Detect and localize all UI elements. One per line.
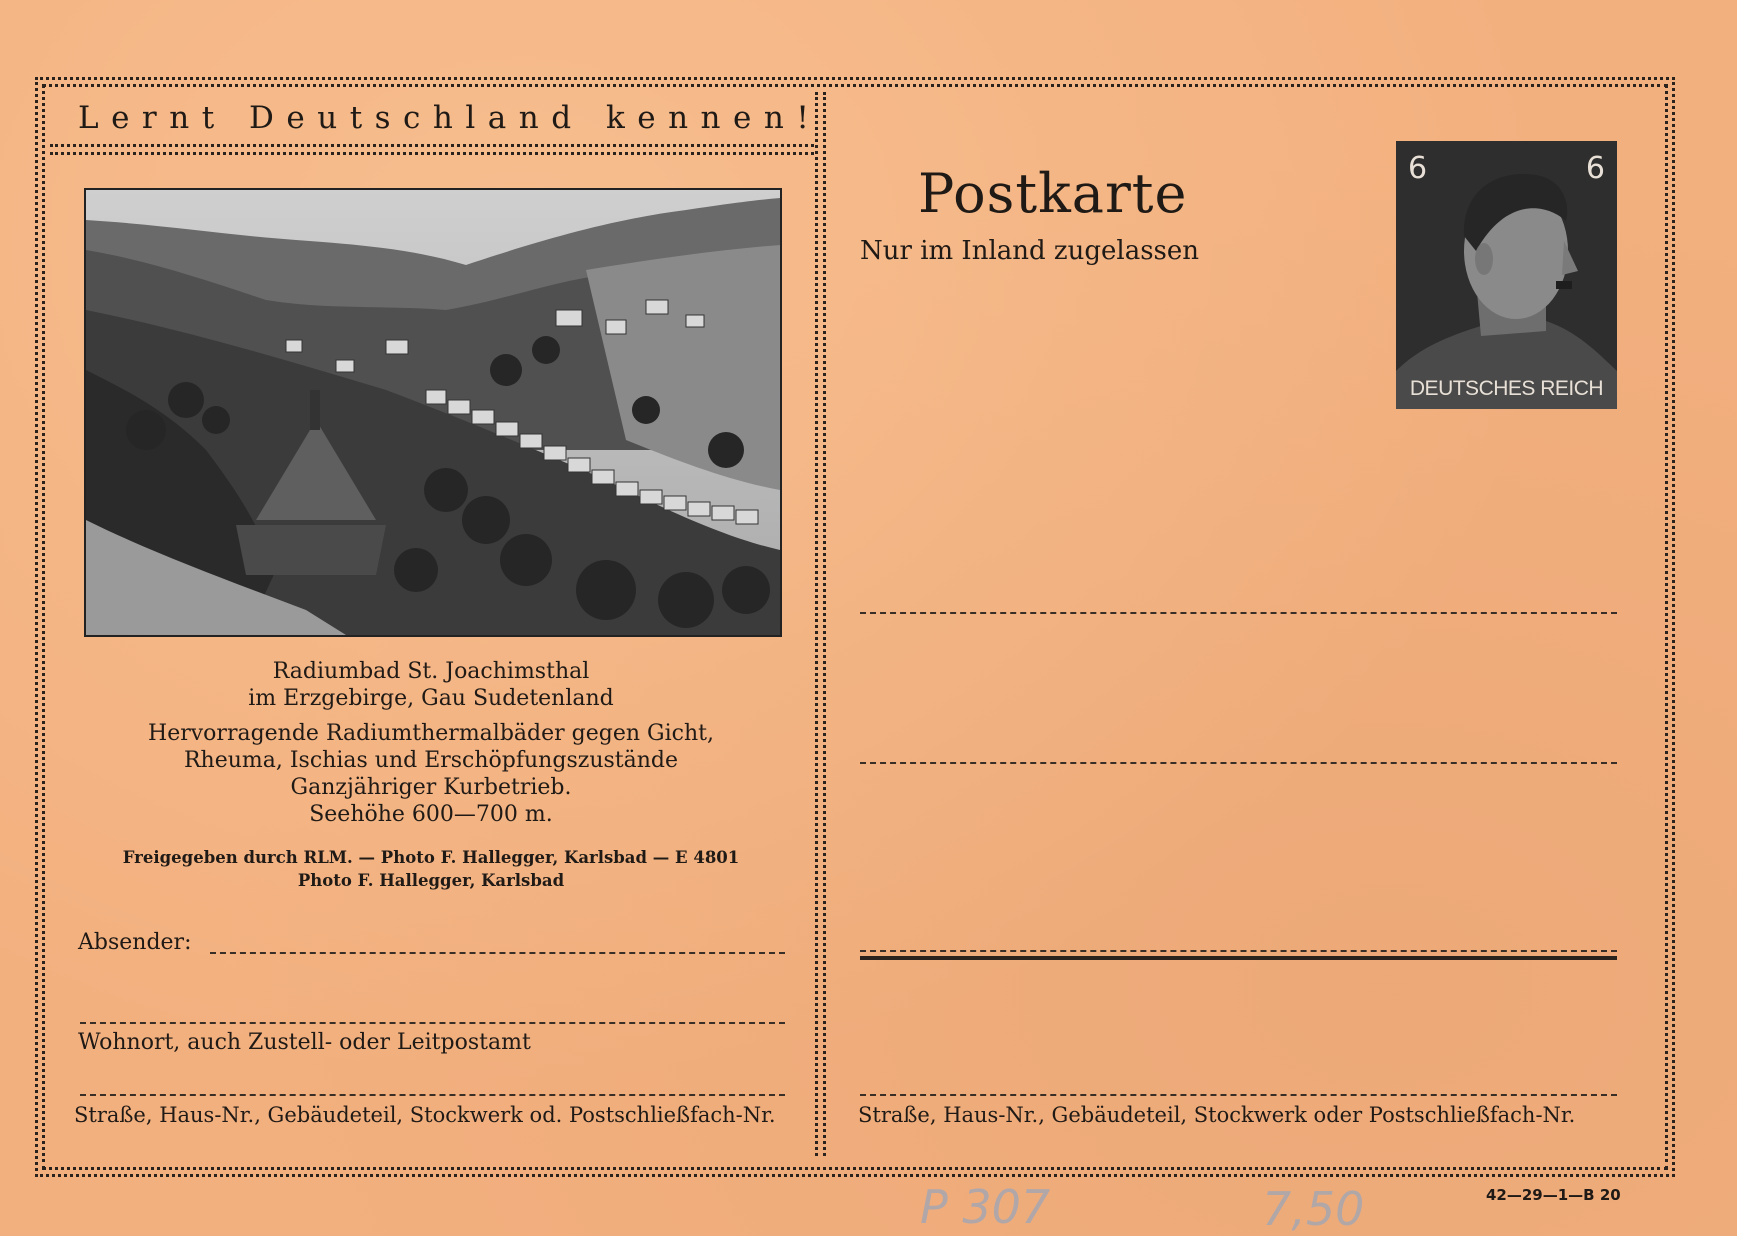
- motto-separator-inner: [50, 152, 814, 155]
- wohnort-label: Wohnort, auch Zustell- oder Leitpostamt: [78, 1030, 531, 1055]
- serial-number: 42—29—1—B 20: [1486, 1186, 1621, 1204]
- postkarte-title: Postkarte: [918, 162, 1188, 225]
- caption-line-4: Rheuma, Ischias und Erschöpfungszustände: [183, 748, 679, 773]
- pencil-note-left: P 307: [920, 1180, 1051, 1234]
- center-divider: [815, 92, 818, 1156]
- address-line-2[interactable]: [860, 762, 1617, 764]
- absender-label: Absender:: [78, 930, 192, 955]
- stamp-value-left: 6: [1408, 151, 1428, 186]
- address-line-1[interactable]: [860, 612, 1617, 614]
- credits-line-1: Freigegeben durch RLM. — Photo F. Hallegger, Karlsbad — E 4801: [122, 848, 740, 867]
- address-line-4[interactable]: [860, 1094, 1617, 1096]
- sender-name-line[interactable]: [80, 1022, 785, 1024]
- center-divider-inner: [823, 92, 826, 1156]
- credits-line-2: Photo F. Hallegger, Karlsbad: [297, 871, 565, 890]
- wohnort-line[interactable]: [80, 1094, 785, 1096]
- caption-line-6: Seehöhe 600—700 m.: [309, 802, 553, 827]
- town-photo-image: [86, 190, 780, 635]
- caption-line-5: Ganzjähriger Kurbetrieb.: [290, 775, 572, 800]
- stamp-inscription: DEUTSCHES REICH: [1409, 377, 1604, 400]
- town-photo: [84, 188, 782, 637]
- recipient-strasse-label: Straße, Haus-Nr., Gebäudeteil, Stockwerk oder Postschließfach-Nr.: [858, 1103, 1576, 1127]
- absender-line[interactable]: [210, 952, 785, 954]
- portrait-icon: [1396, 141, 1617, 409]
- sender-strasse-label: Straße, Haus-Nr., Gebäudeteil, Stockwerk od. Postschließfach-Nr.: [74, 1103, 776, 1127]
- stamp-value-right: 6: [1585, 151, 1605, 186]
- address-line-3-underline: [860, 956, 1617, 960]
- pencil-note-right: 7,50: [1262, 1182, 1365, 1236]
- photo-caption-location: [84, 658, 778, 712]
- caption-line-3: Hervorragende Radiumthermalbäder gegen Gicht,: [148, 721, 714, 746]
- inland-restriction: Nur im Inland zugelassen: [860, 236, 1200, 266]
- postage-stamp: [1396, 141, 1617, 409]
- caption-line-1: Radiumbad St. Joachimsthal: [272, 659, 590, 684]
- address-line-3[interactable]: [860, 950, 1617, 952]
- photo-caption-description: [84, 720, 778, 828]
- motto-heading: Lernt Deutschland kennen!: [78, 100, 822, 136]
- caption-line-2: im Erzgebirge, Gau Sudetenland: [248, 686, 614, 711]
